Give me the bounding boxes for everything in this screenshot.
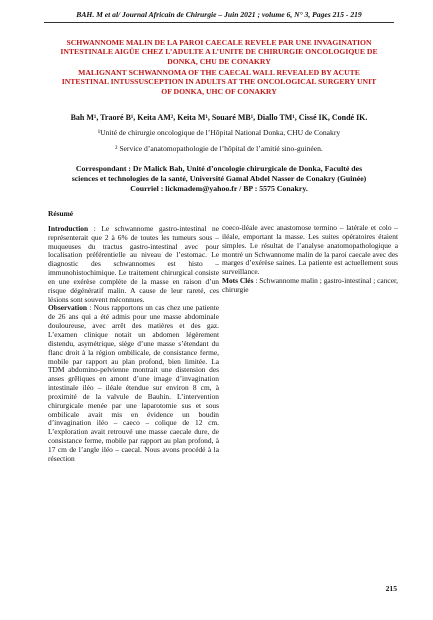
title-french: SCHWANNOME MALIN DE LA PAROI CAECALE REVELE PAR UNE INVAGINATION INTESTINALE AIGÜE CHEZ L’ADULTE A L’UNITE DE CHIRURGIE ONCOLOGIQUE DE DONKA, CHU DE CONAKRY (60, 38, 378, 66)
header-divider (44, 22, 394, 23)
abstract-observation (48, 304, 219, 463)
introduction-label: Introduction (48, 223, 89, 233)
correspondence: Correspondant : Dr Malick Bah, Unité d’oncologie chirurgicale de Donka, Faculté des sciences et technologies de la santé, Université Gamal Abdel Nasser de Conakry (Guinée) Courriel : lickmadem@yahoo.fr / BP : 5575 Conakry. (71, 164, 367, 193)
abstract-keywords (222, 277, 398, 295)
page-number: 215 (385, 584, 397, 593)
title-english: MALIGNANT SCHWANNOMA OF THE CAECAL WALL REVEALED BY ACUTE INTESTINAL INTUSSUSCEPTION IN ADULTS AT THE ONCOLOGICAL SURGERY UNIT OF DONKA, UHC OF CONAKRY (61, 68, 377, 96)
affiliation-1: ¹Unité de chirurgie oncologique de l’Hôpital National Donka, CHU de Conakry (97, 128, 341, 137)
abstract-continuation: coeco-iléale avec anastomose termino – latérale et colo – iléale, emportant la masse. Les suites opératoires étaient simples. Le résultat de l’analyse anatomopathologique a montré un Schwannome malin de la paroi caecale avec des marges d’exérèse saines. La patiente est actuellement sous surveillance. (222, 223, 398, 277)
abstract-heading: Résumé (48, 209, 74, 218)
affiliation-2: ² Service d’anatomopathologie de l’hôpital de l’amitié sino-guinéen. (115, 144, 323, 153)
observation-label: Observation (48, 303, 88, 313)
abstract-introduction (48, 225, 219, 305)
keywords-text: : Schwannome malin ; gastro-intestinal ; cancer, chirurgie (222, 276, 398, 294)
abstract-left-column (48, 210, 219, 464)
introduction-text: : Le schwannome gastro-intestinal ne représenterait que 2 à 6% de toutes les tumeurs sous – muqueuses du tractus gastro-intestinal avec pour localisation préférentielle au niveau de l’estomac. Le diagnostic des schwannomes est histo – immunohistochimique. Le traitement chirurgical consiste en une exérèse complète de la masse en raison d’un risque dégénératif malin. A cause de leur rareté, ces lésions sont souvent méconnues. (48, 223, 219, 304)
keywords-label: Mots Clés (222, 276, 254, 286)
abstract-right-column (222, 224, 398, 295)
journal-header: BAH. M et al/ Journal Africain de Chirurgie – Juin 2021 ; volume 6, N° 3, Pages 215 - 219 (76, 10, 362, 19)
author-list: Bah M¹, Traoré B¹, Keita AM², Keita M¹, Souaré MB¹, Diallo TM¹, Cissé IK, Condé IK. (70, 113, 368, 122)
observation-text: : Nous rapportons un cas chez une patiente de 26 ans qui a été admis pour une masse abdominale douloureuse, avec arrêt des matières et des gaz. L’examen clinique notait un abdomen légèrement distendu, asymétrique, siège d’une masse s’étendant du flanc droit à la région ombilicale, de consistance ferme, mobile par rapport au plan profond, bien limitée. La TDM abdomino-pelvienne montrait une distension des anses grêliques en amont d’une image d’invagination intestinale iléo – iléale étendue sur environ 8 cm, à proximité de la valvule de Bauhin. L’intervention chirurgicale menée par une laparotomie sus et sous ombilicale avait mis en évidence un boudin d’invagination iléo – caeco – colique de 12 cm. L’exploration avait retrouvé une masse caecale dure, de consistance ferme, mobile par rapport au plan profond, à 17 cm de l’angle iléo – caecal. Nous avons procédé à la résection (48, 303, 219, 463)
